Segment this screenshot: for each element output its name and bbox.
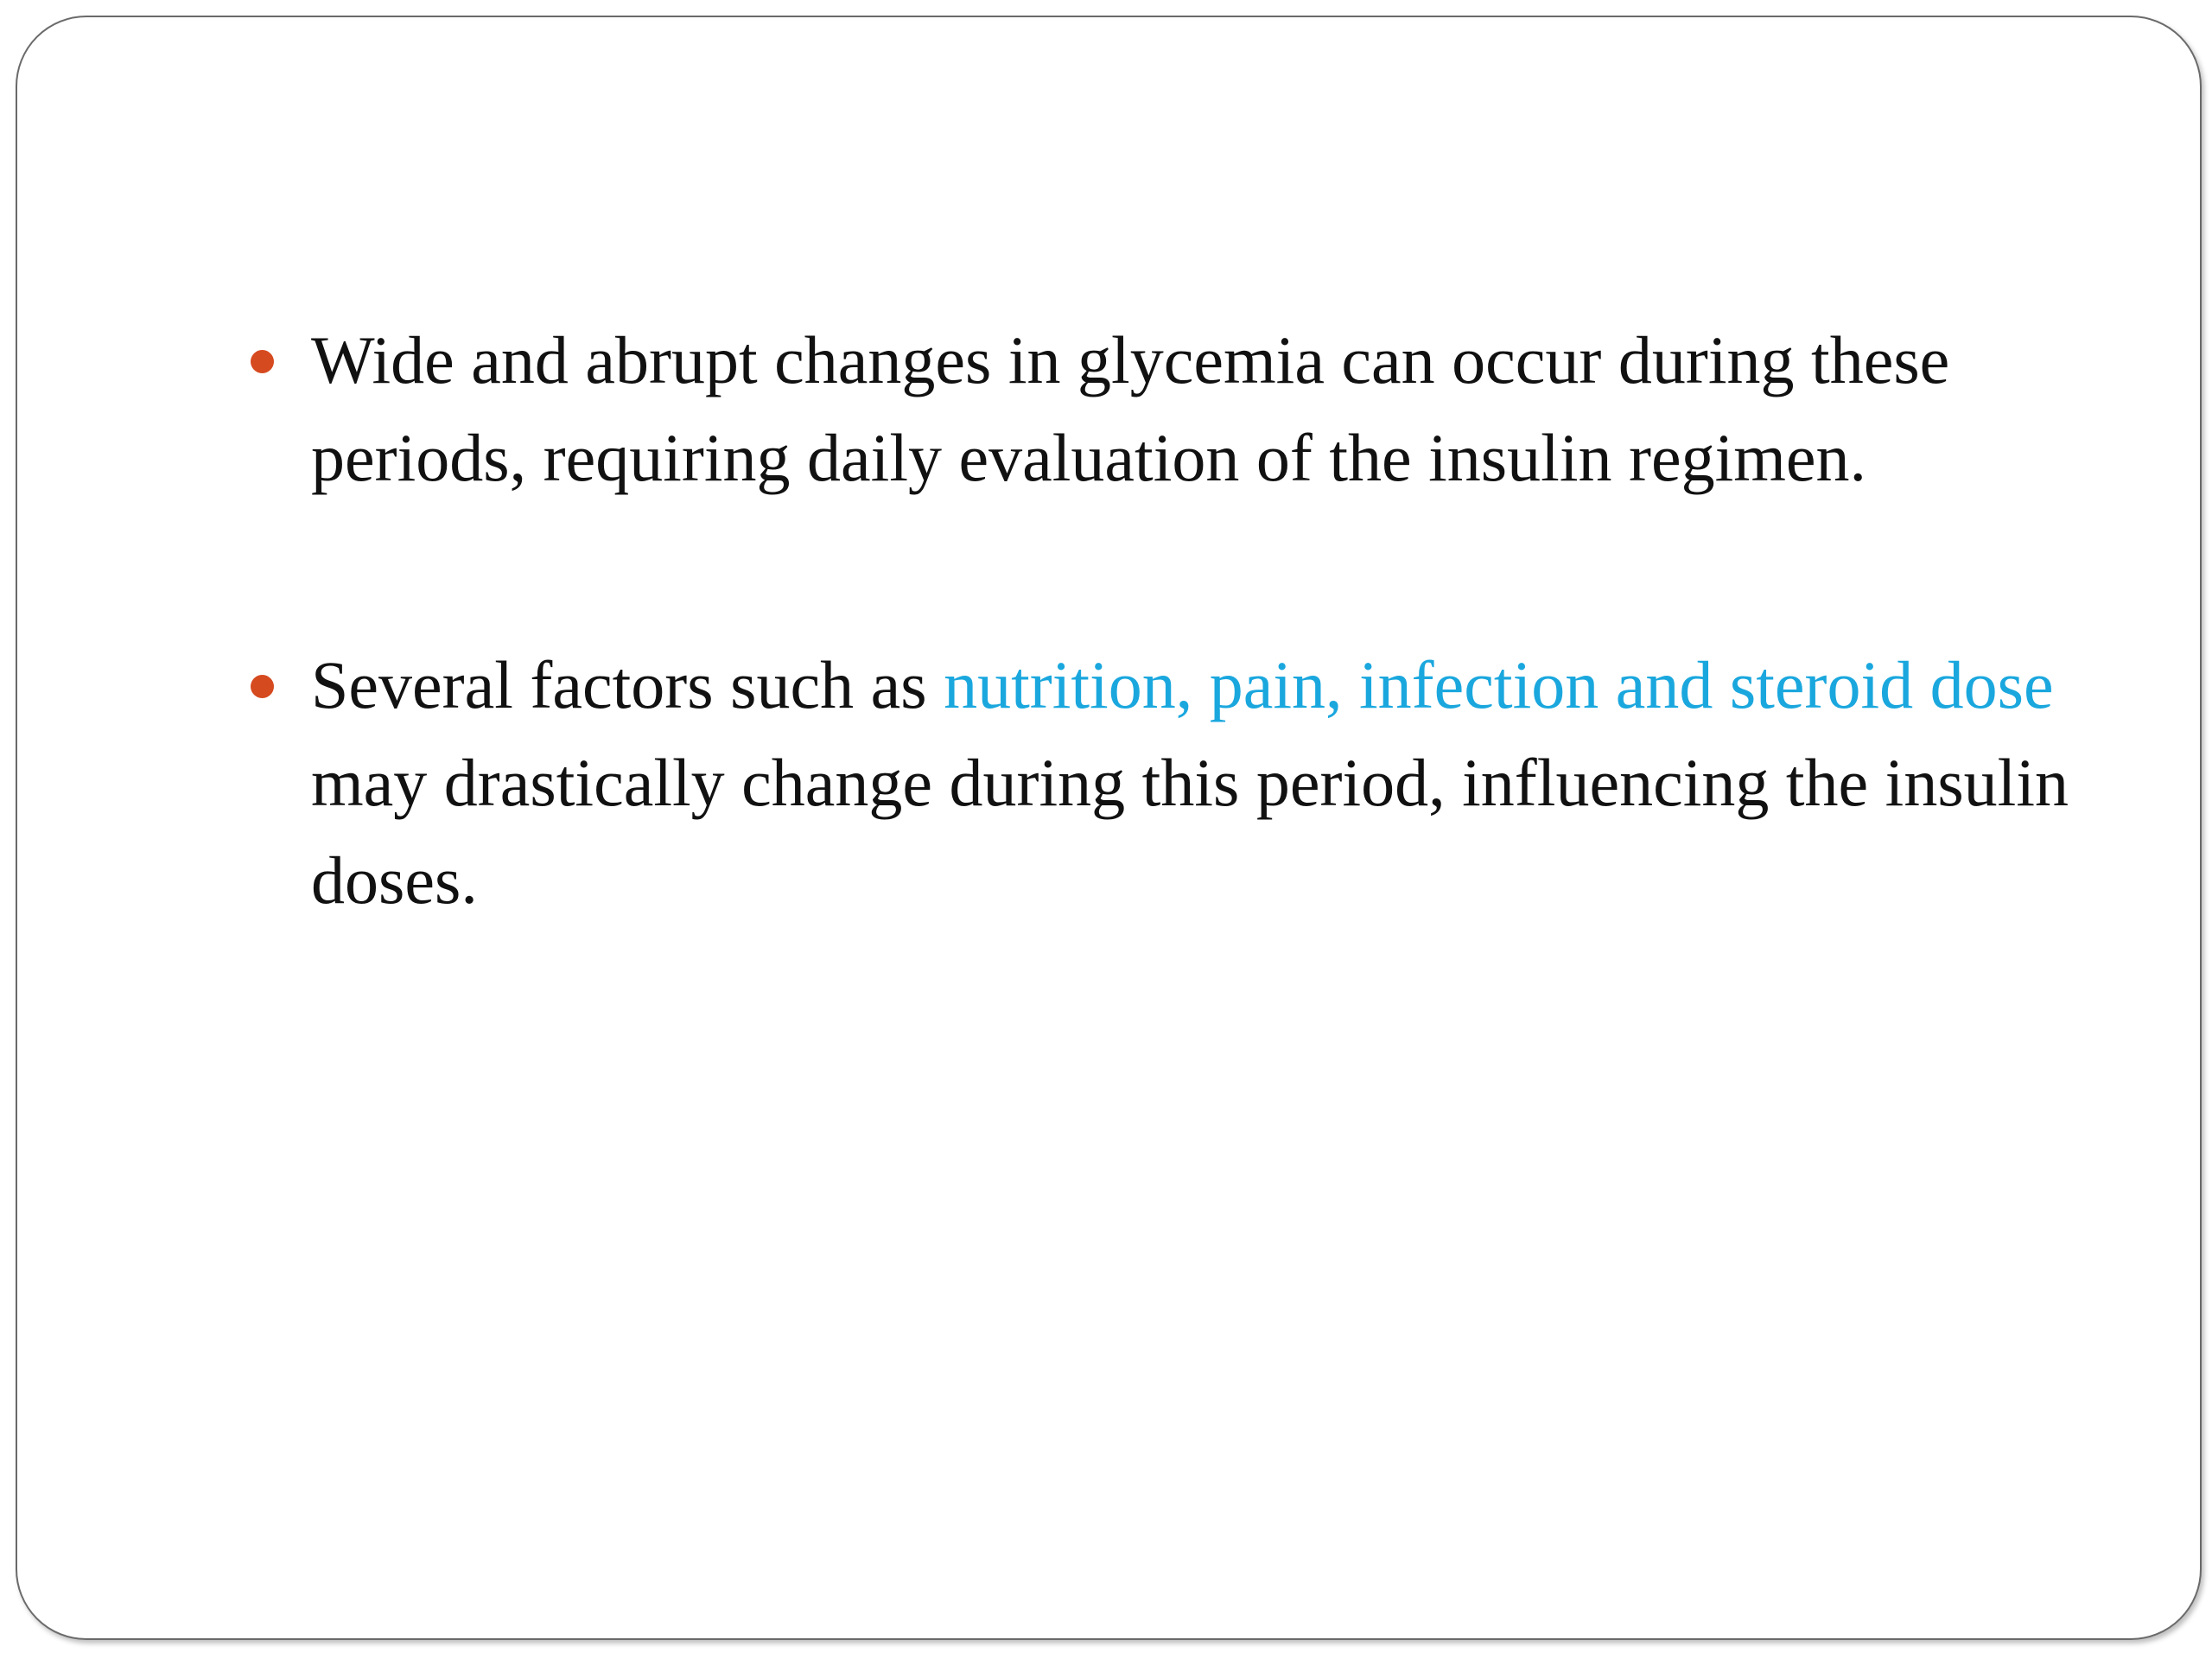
- bullet-list: [311, 311, 2091, 1058]
- slide-frame: [16, 16, 2202, 1640]
- bullet-item-glycemia: [311, 311, 2091, 506]
- bullet-text-before: Several factors such as: [311, 647, 944, 722]
- bullet-text-highlight: nutrition, pain, infection and steroid dose: [944, 647, 2054, 722]
- bullet-dot-icon: [251, 350, 274, 373]
- bullet-item-factors: [311, 636, 2091, 929]
- bullet-text: Wide and abrupt changes in glycemia can occur during these periods, requiring daily evaluation of the insulin regimen.: [311, 322, 1950, 495]
- bullet-text-after: may drastically change during this period, influencing the insulin doses.: [311, 745, 2069, 918]
- bullet-dot-icon: [251, 675, 274, 698]
